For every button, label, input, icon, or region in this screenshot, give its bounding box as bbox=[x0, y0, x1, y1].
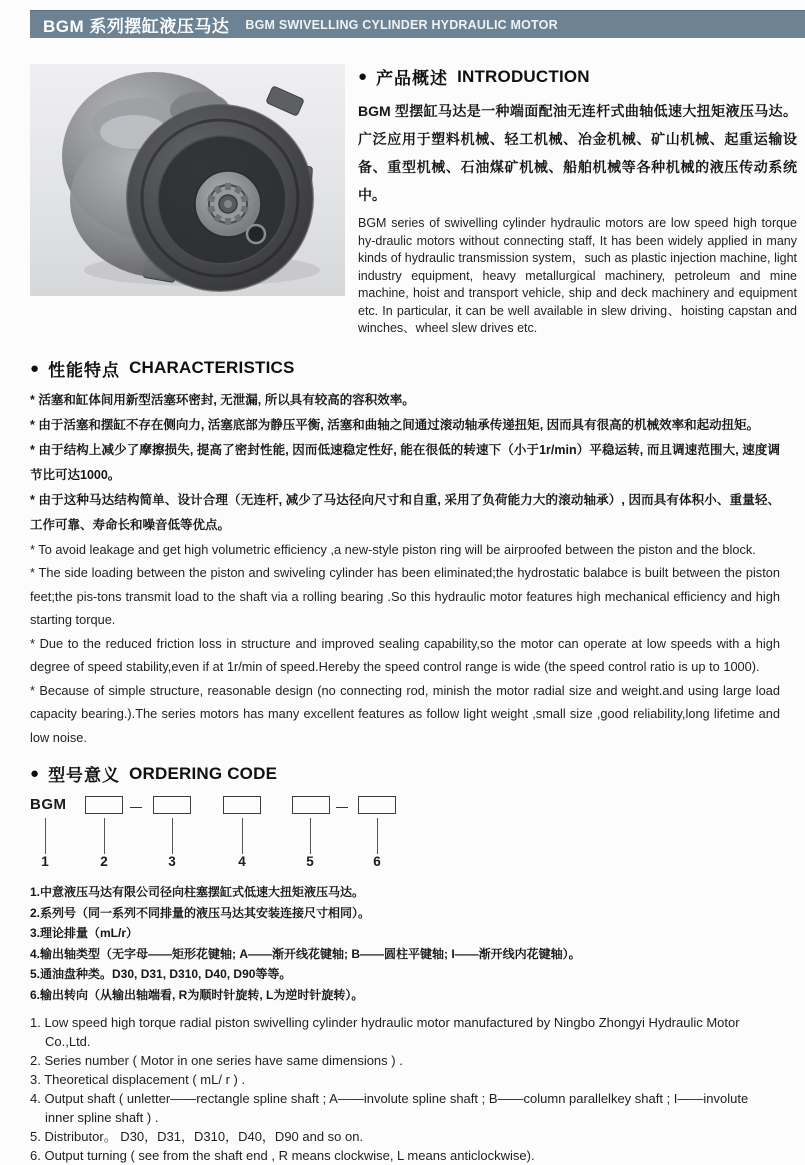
characteristic-item-en: * To avoid leakage and get high volumetric efficiency ,a new-style piston ring will be airproofed between the piston and the block. bbox=[30, 541, 756, 557]
connector-line bbox=[377, 818, 378, 854]
ordering-heading-en: ORDERING CODE bbox=[129, 763, 278, 783]
position-number-3: 3 bbox=[168, 854, 176, 869]
ordering-note-zh: 1.中意液压马达有限公司径向柱塞摆缸式低速大扭矩液压马达。 bbox=[30, 885, 365, 899]
position-number-5: 5 bbox=[306, 854, 314, 869]
product-photo bbox=[30, 64, 345, 296]
introduction-section bbox=[358, 64, 797, 338]
ordering-code-box-4 bbox=[223, 796, 261, 814]
characteristics-list-en bbox=[30, 538, 780, 750]
ordering-code-section bbox=[30, 761, 780, 1165]
introduction-heading bbox=[358, 64, 797, 89]
characteristic-item-en: * Because of simple structure, reasonable design (no connecting rod, minish the motor radial size and weight.and using large load capacity bearing.).The series motors has many excellent features as follow light weight ,small size ,good reliability,long lifetime and low noise. bbox=[30, 682, 780, 745]
ordering-note-zh: 4.输出轴类型（无字母——矩形花键轴; A——渐开线花键轴; B——圆柱平键轴; I——渐开线内花键轴）。 bbox=[30, 946, 581, 961]
page-title-en: BGM SWIVELLING CYLINDER HYDRAULIC MOTOR bbox=[245, 17, 558, 32]
characteristic-item-en: * Due to the reduced friction loss in structure and improved sealing capability,so the motor can operate at low speeds with a high degree of speed stability,even if at 1r/min of speed.Hereby the speed control range is wide (the speed control ratio is up to 1000). bbox=[30, 635, 780, 674]
model-prefix-label: BGM bbox=[30, 796, 67, 813]
position-number-2: 2 bbox=[100, 854, 108, 869]
characteristics-list-zh bbox=[30, 388, 780, 538]
introduction-heading-en: INTRODUCTION bbox=[457, 66, 590, 86]
ordering-note-zh: 3.理论排量（mL/r） bbox=[30, 926, 139, 940]
ordering-note-zh: 5.通油盘种类。D30, D31, D310, D40, D90等等。 bbox=[30, 967, 292, 981]
introduction-heading-zh: 产品概述 bbox=[376, 69, 449, 88]
ordering-note-en: 1. Low speed high torque radial piston swivelling cylinder hydraulic motor manufactured by Ningbo Zhongyi Hydraulic Motor Co.,Ltd. bbox=[30, 1015, 740, 1049]
hydraulic-motor-image bbox=[30, 64, 345, 296]
characteristic-item-zh: * 由于结构上减少了摩擦损失, 提高了密封性能, 因而低速稳定性好, 能在很低的转速下（小于1r/min）平稳运转, 而且调速范围大, 速度调节比可达1000。 bbox=[30, 442, 780, 482]
introduction-paragraph-zh: BGM 型摆缸马达是一种端面配油无连杆式曲轴低速大扭矩液压马达。广泛应用于塑料机械、轻工机械、冶金机械、矿山机械、起重运输设备、重型机械、石油煤矿机械、船舶机械等各种机械的液压传动系统中。 bbox=[358, 103, 797, 203]
ordering-note-zh: 2.系列号（同一系列不同排量的液压马达其安装连接尺寸相同）。 bbox=[30, 905, 371, 920]
ordering-code-box-3 bbox=[153, 796, 191, 814]
connector-line bbox=[310, 818, 311, 854]
position-number-1: 1 bbox=[41, 854, 49, 869]
page-header-bar bbox=[30, 10, 805, 38]
ordering-note-en: 4. Output shaft ( unletter——rectangle spline shaft ; A——involute spline shaft ; B——column parallelkey shaft ; I——involute inner spline shaft ) . bbox=[30, 1091, 749, 1125]
ordering-note-en: 2. Series number ( Motor in one series have same dimensions ) . bbox=[30, 1053, 403, 1068]
characteristics-heading-zh: 性能特点 bbox=[48, 360, 121, 380]
ordering-code-box-6 bbox=[358, 796, 396, 814]
connector-line bbox=[242, 818, 243, 854]
bullet-circle-icon: ● bbox=[30, 765, 40, 782]
ordering-notes-en bbox=[30, 1013, 780, 1165]
position-number-6: 6 bbox=[373, 854, 381, 869]
characteristic-item-zh: * 活塞和缸体间用新型活塞环密封, 无泄漏, 所以具有较高的容积效率。 bbox=[30, 392, 415, 407]
characteristic-item-en: * The side loading between the piston and swiveling cylinder has been eliminated;the hydrostatic balabce is built between the piston feet;the pis-tons transmit load to the shaft via a rolling bearing .So this hydraulic motor features high mechanical efficiency and high starting torque. bbox=[30, 565, 780, 627]
ordering-code-diagram bbox=[30, 796, 780, 870]
bullet-circle-icon: ● bbox=[30, 359, 40, 377]
characteristics-heading bbox=[30, 356, 780, 381]
ordering-code-box-5 bbox=[292, 796, 330, 814]
ordering-code-heading bbox=[30, 761, 780, 786]
ordering-note-zh: 6.输出转向（从输出轴端看, R为顺时针旋转, L为逆时针旋转）。 bbox=[30, 987, 364, 1002]
ordering-note-en: 5. Distributor。 D30，D31，D310，D40，D90 and so on. bbox=[30, 1129, 364, 1144]
characteristics-heading-en: CHARACTERISTICS bbox=[129, 358, 295, 377]
introduction-paragraph-en: BGM series of swivelling cylinder hydraulic motors are low speed high torque hy-draulic motors without connecting staff, It has been widely applied in many kinds of hydraulic transmission system，such as plastic injection machine, light industry equipment, heavy metallurgical machinery, petroleum and mine machine, hoist and transport vehicle, ship and deck machinery and equipment etc. In particular, it can be well available in slew driving、hoisting capstan and winches、wheel slew drives etc. bbox=[358, 216, 797, 335]
characteristics-section bbox=[30, 356, 780, 750]
bullet-circle-icon: ● bbox=[358, 68, 368, 85]
ordering-note-en: 3. Theoretical displacement ( mL/ r ) . bbox=[30, 1072, 246, 1087]
dash-separator bbox=[336, 807, 348, 808]
connector-line bbox=[45, 818, 46, 854]
characteristic-item-zh: * 由于活塞和摆缸不存在侧向力, 活塞底部为静压平衡, 活塞和曲轴之间通过滚动轴承传递扭矩, 因而具有很高的机械效率和起动扭矩。 bbox=[30, 417, 760, 432]
top-section bbox=[30, 64, 797, 338]
connector-line bbox=[104, 818, 105, 854]
dash-separator bbox=[130, 807, 142, 808]
ordering-code-box-2 bbox=[85, 796, 123, 814]
ordering-note-en: 6. Output turning ( see from the shaft end , R means clockwise, L means anticlockwise). bbox=[30, 1148, 535, 1163]
position-number-4: 4 bbox=[238, 854, 246, 869]
ordering-heading-zh: 型号意义 bbox=[48, 766, 121, 785]
characteristic-item-zh: * 由于这种马达结构简单、设计合理（无连杆, 减少了马达径向尺寸和自重, 采用了负荷能力大的滚动轴承）, 因而具有体积小、重量轻、工作可靠、寿命长和噪音低等优点。 bbox=[30, 492, 780, 532]
connector-line bbox=[172, 818, 173, 854]
page-title-zh: BGM 系列摆缸液压马达 bbox=[43, 17, 230, 36]
ordering-notes-zh bbox=[30, 882, 780, 1005]
